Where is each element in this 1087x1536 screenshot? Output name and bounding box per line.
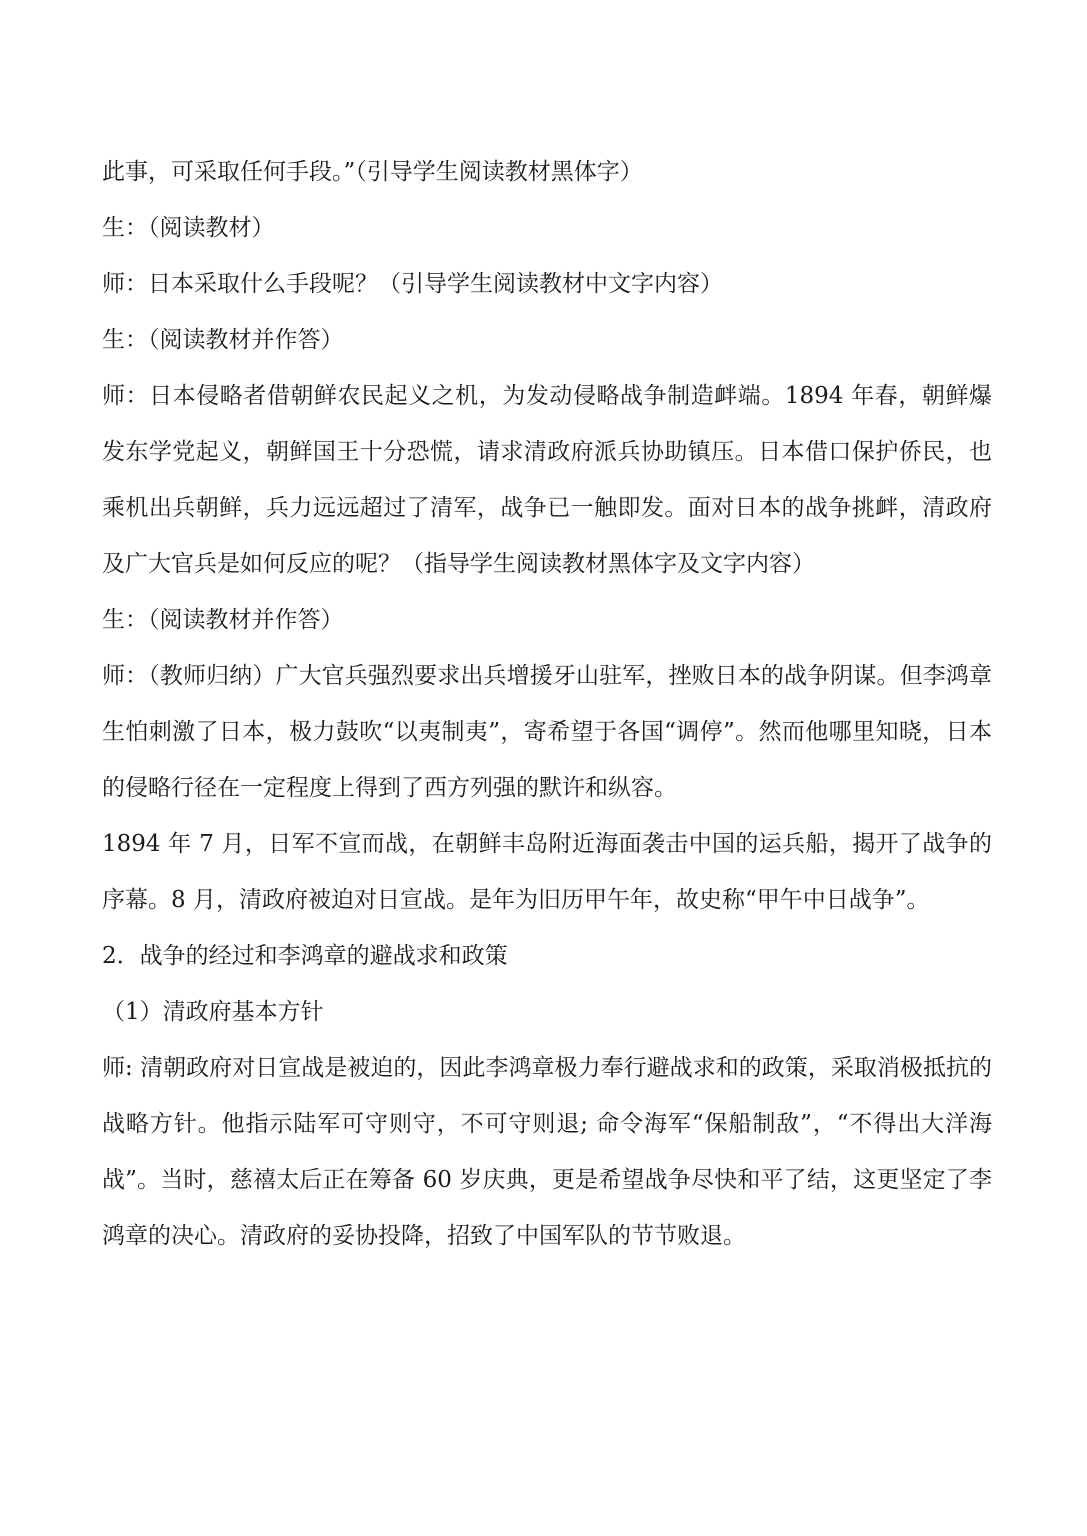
subsection-heading: （1）清政府基本方针: [102, 999, 324, 1025]
paragraph-qing-policy: 师: 清朝政府对日宣战是被迫的，因此李鸿章极力奉行避战求和的政策，采取消极抵抗的战略方针。他指示陆军可守则守，不可守则退; 命令海军“保船制敌”，“不得出大洋海战”。当时，慈禧太后正在筹备 60 岁庆典，更是希望战争尽快和平了结，这更坚定了李鸿章的决心。清政府的妥协投降，招致了中国军队的节节败退。: [102, 1055, 992, 1249]
paragraph-teacher-question: 师：日本采取什么手段呢？（引导学生阅读教材中文字内容）: [102, 271, 723, 297]
section-heading: 2．战争的经过和李鸿章的避战求和政策: [102, 943, 508, 969]
paragraph-teacher-explanation: 师：日本侵略者借朝鲜农民起义之机，为发动侵略战争制造衅端。1894 年春，朝鲜爆发东学党起义，朝鲜国王十分恐慌，请求清政府派兵协助镇压。日本借口保护侨民，也乘机出兵朝鲜，兵力远远超过了清军，战争已一触即发。面对日本的战争挑衅，清政府及广大官兵是如何反应的呢？（指导学生阅读教材黑体字及文字内容）: [102, 383, 992, 577]
paragraph-student-answer: 生：（阅读教材并作答）: [102, 327, 344, 353]
document-body: [102, 144, 992, 1264]
paragraph-teacher-summary: 师：（教师归纳）广大官兵强烈要求出兵增援牙山驻军，挫败日本的战争阴谋。但李鸿章生怕刺激了日本，极力鼓吹“以夷制夷”，寄希望于各国“调停”。然而他哪里知晓，日本的侵略行径在一定程度上得到了西方列强的默许和纵容。: [102, 663, 992, 801]
paragraph-student-answer-2: 生：（阅读教材并作答）: [102, 607, 344, 633]
paragraph-student-read: 生：（阅读教材）: [102, 215, 275, 241]
paragraph-continuation: 此事，可采取任何手段。”（引导学生阅读教材黑体字）: [102, 159, 643, 185]
paragraph-war-start: 1894 年 7 月，日军不宣而战，在朝鲜丰岛附近海面袭击中国的运兵船，揭开了战争的序幕。8 月，清政府被迫对日宣战。是年为旧历甲午年，故史称“甲午中日战争”。: [102, 831, 992, 913]
